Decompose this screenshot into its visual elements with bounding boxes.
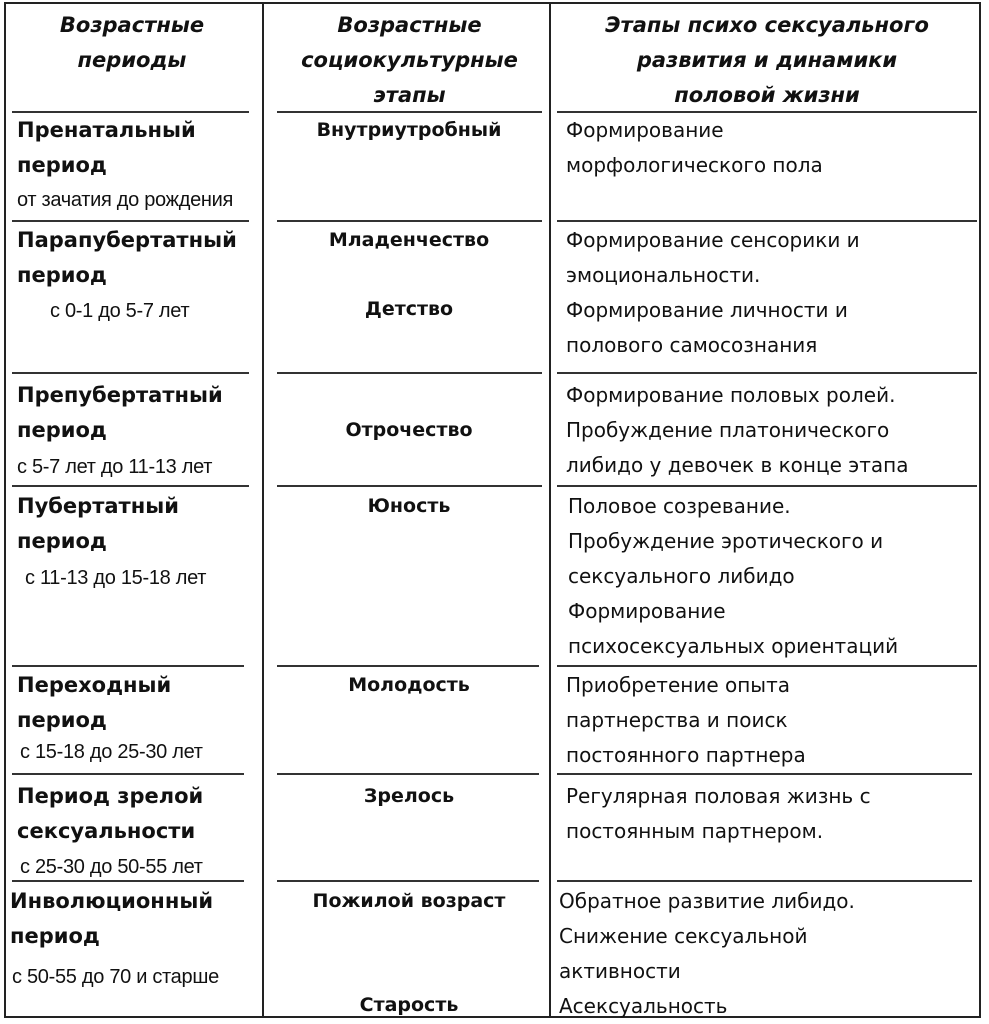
stage-description: Приобретение опыта партнерства и поиск постоянного партнера <box>566 673 806 767</box>
period-name: Инволюционный период <box>10 889 214 948</box>
period-range: с 25-30 до 50-55 лет <box>20 856 203 878</box>
header-age-periods: Возрастные периоды <box>59 13 205 72</box>
stage-label: Пожилой возраст <box>312 890 506 912</box>
period-name: Пренатальный период <box>17 118 196 177</box>
row-line <box>277 665 539 667</box>
stage-description: Формирование морфологического пола <box>566 118 823 177</box>
header-psychosexual-stages: Этапы психо сексуального развития и динамики половой жизни <box>605 13 929 107</box>
stage-label: Молодость <box>348 674 470 696</box>
period-range: с 0-1 до 5-7 лет <box>50 300 190 322</box>
period-name: Период зрелой сексуальности <box>17 784 204 843</box>
row-line <box>557 665 977 667</box>
stage-description: Формирование половых ролей. Пробуждение платонического либидо у девочек в конце этапа <box>566 383 909 477</box>
stage-description: Обратное развитие либидо. Снижение сексуальной активности Асексуальность <box>559 889 855 1018</box>
period-range: с 50-55 до 70 и старше <box>12 966 219 988</box>
column-divider-1 <box>262 2 264 1018</box>
period-range: с 5-7 лет до 11-13 лет <box>17 456 213 478</box>
column-divider-2 <box>549 2 551 1018</box>
row-line <box>277 372 542 374</box>
stage-label: Младенчество <box>328 229 490 251</box>
row-line <box>12 372 249 374</box>
row-line <box>557 773 972 775</box>
stage-label: Внутриутробный <box>316 119 502 141</box>
stage-label: Старость <box>359 994 459 1016</box>
row-line <box>557 485 977 487</box>
stage-description: Регулярная половая жизнь с постоянным партнером. <box>566 784 871 843</box>
period-name: Парапубертатный период <box>17 228 237 287</box>
row-line <box>12 220 249 222</box>
row-line <box>277 485 542 487</box>
stage-label: Юность <box>367 495 451 517</box>
row-line <box>12 773 244 775</box>
period-name: Пубертатный период <box>17 494 179 553</box>
row-line <box>557 372 977 374</box>
period-name: Переходный период <box>17 673 172 732</box>
stage-label: Отрочество <box>345 419 473 441</box>
row-line <box>12 485 249 487</box>
period-range: от зачатия до рождения <box>17 189 234 211</box>
period-range: с 11-13 до 15-18 лет <box>25 567 207 589</box>
row-line <box>12 665 244 667</box>
row-line <box>277 773 539 775</box>
stage-label: Зрелось <box>363 785 455 807</box>
row-line <box>557 880 972 882</box>
header-sociocultural-stages: Возрастные социокультурные этапы <box>301 13 518 107</box>
row-line <box>277 880 539 882</box>
period-name: Препубертатный период <box>17 383 223 442</box>
stage-label: Детство <box>364 298 454 320</box>
stage-description: Половое созревание. Пробуждение эротического и сексуального либидо Формирование психосексуальных ориентаций <box>568 494 899 658</box>
row-line <box>277 220 542 222</box>
stage-description: Формирование сенсорики и эмоциональности. Формирование личности и полового самосознания <box>566 228 860 357</box>
row-line <box>557 220 977 222</box>
period-range: с 15-18 до 25-30 лет <box>20 741 203 763</box>
